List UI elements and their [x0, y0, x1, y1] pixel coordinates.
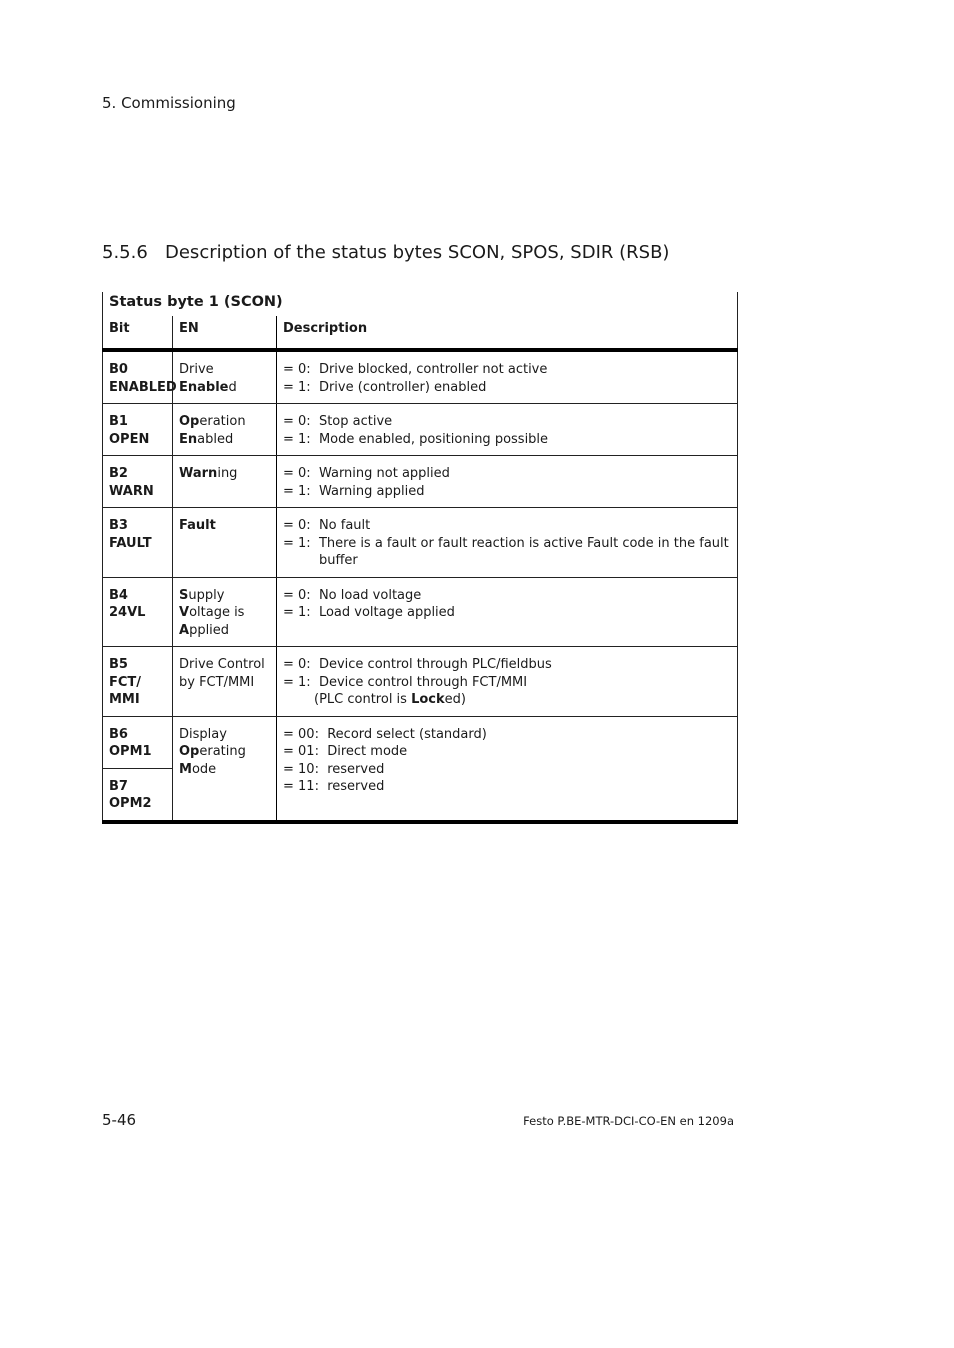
- status-byte-table: [102, 292, 738, 824]
- description-line: = 00: Record select (standard): [283, 726, 487, 742]
- description-cell: [277, 404, 738, 456]
- bit-cell: B2 WARN: [103, 456, 173, 508]
- description-line: = 01: Direct mode: [283, 744, 408, 759]
- description-cell: [277, 508, 738, 578]
- table-row: [103, 577, 738, 647]
- table-row: [103, 716, 738, 768]
- description-cell: [277, 577, 738, 647]
- table-row: [103, 456, 738, 508]
- description-cell: [277, 456, 738, 508]
- en-cell: Fault: [173, 508, 277, 578]
- section-number: 5.5.6: [102, 242, 148, 263]
- description-line: = 11: reserved: [283, 779, 385, 794]
- description-cell: [277, 716, 738, 822]
- table-caption-row: [103, 292, 738, 316]
- en-cell: Operation Enabled: [173, 404, 277, 456]
- table-row: [103, 508, 738, 578]
- document-reference: Festo P.BE-MTR-DCI-CO-EN en 1209a: [523, 1114, 734, 1128]
- en-cell: Warning: [173, 456, 277, 508]
- table-header-row: [103, 316, 738, 350]
- description-line: = 1: Warning applied: [283, 483, 425, 499]
- description-line: = 1: Mode enabled, positioning possible: [283, 431, 549, 447]
- bit-cell: B5 FCT/ MMI: [103, 647, 173, 717]
- bit-cell: B0 ENABLED: [103, 350, 173, 404]
- description-line: = 1: There is a fault or fault reaction is active Fault code in the fault buffer: [283, 535, 729, 568]
- description-line: = 0: Stop active: [283, 414, 393, 429]
- bit-cell: B1 OPEN: [103, 404, 173, 456]
- bit-cell: B3 FAULT: [103, 508, 173, 578]
- table-caption: Status byte 1 (SCON): [103, 292, 738, 316]
- description-line: = 10: reserved: [283, 761, 385, 777]
- description-cell: [277, 647, 738, 717]
- en-cell: Drive Enabled: [173, 350, 277, 404]
- en-cell: Drive Control by FCT/MMI: [173, 647, 277, 717]
- table-row: [103, 350, 738, 404]
- page-number: 5-46: [102, 1111, 137, 1129]
- en-cell: Supply Voltage is Applied: [173, 577, 277, 647]
- description-line: = 1: Drive (controller) enabled: [283, 379, 487, 395]
- section-title-text: Description of the status bytes SCON, SPOS, SDIR (RSB): [165, 242, 670, 263]
- bit-cell: B6 OPM1: [103, 716, 173, 768]
- description-line: = 0: No load voltage: [283, 587, 422, 603]
- description-line: = 0: Device control through PLC/fieldbus: [283, 657, 552, 672]
- description-line: = 0: No fault: [283, 518, 371, 533]
- header-bit: Bit: [103, 316, 173, 350]
- description-line: = 0: Drive blocked, controller not active: [283, 362, 548, 377]
- section-title: [102, 242, 669, 263]
- description-line: = 1: Load voltage applied: [283, 605, 455, 620]
- table-row: [103, 647, 738, 717]
- bit-cell: B7 OPM2: [103, 768, 173, 822]
- chapter-header: 5. Commissioning: [102, 94, 236, 112]
- description-line: = 1: Device control through FCT/MMI: [283, 674, 528, 690]
- header-description: Description: [277, 316, 738, 350]
- table-row: [103, 404, 738, 456]
- description-cell: [277, 350, 738, 404]
- header-en: EN: [173, 316, 277, 350]
- description-line: (PLC control is Locked): [314, 692, 466, 707]
- bit-cell: B4 24VL: [103, 577, 173, 647]
- en-cell: Display Operating Mode: [173, 716, 277, 822]
- description-line: = 0: Warning not applied: [283, 466, 450, 481]
